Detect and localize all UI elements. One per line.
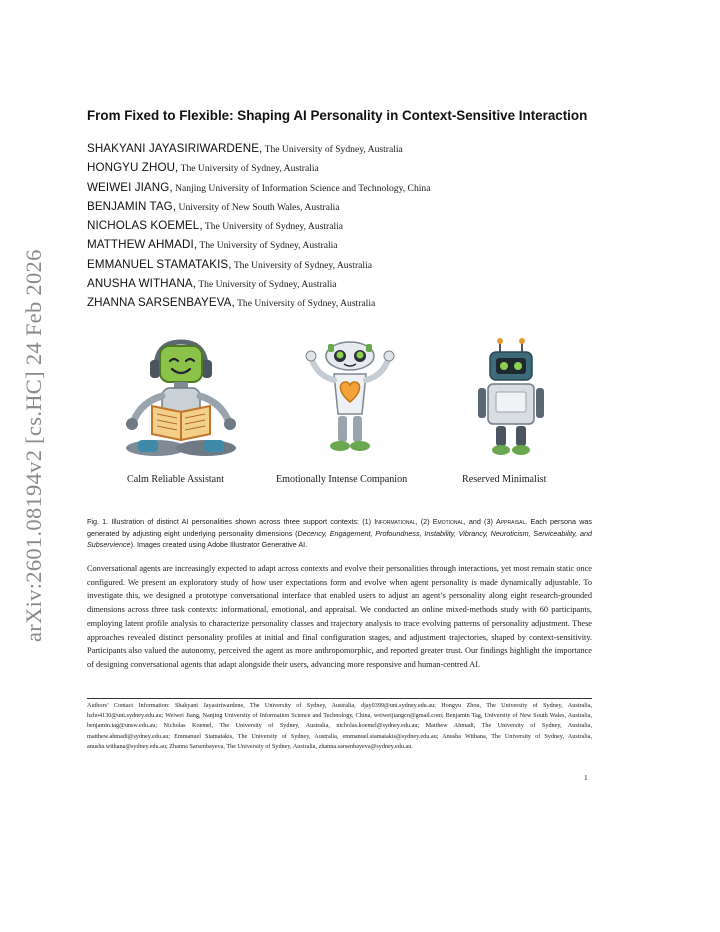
author-name: ZHANNA SARSENBAYEVA, [87,296,235,309]
reading-robot-icon [108,336,258,462]
author-name: NICHOLAS KOEMEL, [87,219,203,232]
abstract: Conversational agents are increasingly expected to adapt across contexts and evolve their personalities through interactions, yet most remain static once configured. We present an exploratory study of how user expectations form and evolve when agent personality is made dynamically adjustable. To investigate this, we designed a prototype conversational interface that enabled users to adjust an agent’s personality along eight research-grounded dimensions across three task contexts: informational, emotional, and appraisal. We conducted an online mixed-methods study with 60 participants, employing latent profile analysis to characterize personality classes and trajectory analysis to trace evolving patterns of personality adjustment. These approaches revealed distinct personality profiles at initial and final configuration stages, and adjustment trajectories, shaped by context-sensitivity. Participants also valued the autonomy, perceived the agent as more anthropomorphic, and reported greater trust. Our findings highlight the importance of designing conversational agents that adapt alongside their users, advancing more responsive and human-centred AI. [87,564,592,669]
author-affiliation: Nanjing University of Information Science and Technology, China [175,182,431,194]
persona-calm-reliable-assistant [108,336,258,462]
caption-context: Informational [374,517,416,526]
author-affiliation: The University of Sydney, Australia [264,144,403,155]
persona-label: Emotionally Intense Companion [276,474,408,485]
author-name: BENJAMIN TAG, [87,199,177,213]
author-affiliation: The University of Sydney, Australia [237,298,376,309]
author-contact-info: Authors’ Contact Information: Shakyani Jayasiriwardene, The University of Sydney, Australia, djay0399@uni.sydney.edu.au; Hongyu Zhou, The University of Sydney, Australia, hzho4130@uni.sydney.edu.au; Weiwei Jiang, Nanjing University of Information Science and Technology, China, weiweijiangcn@gmail.com; Benjamin Tag, University of New South Wales, Australia, benjamin.tag@unsw.edu.au; Nicholas Koemel, The University of Sydney, Australia, nicholas.koemel@sydney.edu.au; Matthew Ahmadi, The University of Sydney, Australia, matthew.ahmadi@sydney.edu.au; Emmanuel Stamatakis, The University of Sydney, Australia, emmanuel.stamatakis@sydney.edu.au; Anusha Withana, The University of Sydney, Australia, anusha.withana@sydney.edu.au; Zhanna Sarsenbayeva, The University of Sydney, Australia, zhanna.sarsenbayeva@sydney.edu.au. [87,702,592,750]
caption-text: . Each persona was generated by adjusting eight underlying personality dimensions ( [87,517,592,538]
author-affiliation: The University of Sydney, Australia [180,163,319,175]
author-name: ANUSHA WITHANA, [87,276,197,290]
arxiv-identifier[interactable]: arXiv:2601.08194v2 [cs.HC] 24 Feb 2026 [21,249,46,642]
persona-label: Calm Reliable Assistant [127,474,225,485]
persona-reserved-minimalist [474,336,548,462]
caption-text: ). Images created using Adobe Illustrator Generative AI. [130,540,308,549]
caption-text: Fig. 1. Illustration of distinct AI personalities shown across three support contexts: (1) [87,517,375,526]
boxy-robot-icon [474,336,548,462]
author-entry [87,293,647,312]
caption-text: , and (3) [463,517,497,526]
author-list [87,139,647,312]
author-affiliation: The University of Sydney, Australia [198,278,337,290]
author-entry [87,216,647,235]
paper-title: From Fixed to Flexible: Shaping AI Personality in Context-Sensitive Interaction [87,108,588,123]
author-name: MATTHEW AHMADI, [87,238,198,252]
author-entry [87,255,647,274]
persona-label: Reserved Minimalist [462,474,547,485]
author-name: EMMANUEL STAMATAKIS, [87,257,232,271]
author-affiliation: The University of Sydney, Australia [233,259,373,271]
author-entry [87,158,647,177]
figure-caption [87,516,592,551]
caption-context: Appraisal [496,517,526,526]
author-affiliation: The University of Sydney, Australia [199,240,338,252]
caption-context: Emotional [432,517,464,526]
author-entry [87,178,647,197]
footnote-rule [87,698,592,699]
caption-text: , (2) [415,517,433,526]
author-name: SHAKYANI JAYASIRIWARDENE, [87,142,263,155]
author-entry [87,235,647,254]
author-name: HONGYU ZHOU, [87,161,179,175]
persona-figure [100,336,620,486]
author-name: WEIWEI JIANG, [87,180,173,194]
author-entry [87,197,647,216]
persona-emotionally-intense-companion [300,336,400,462]
author-affiliation: University of New South Wales, Australia [178,201,340,213]
author-affiliation: The University of Sydney, Australia [204,221,344,232]
caption-dimensions: Decency, Engagement, Profoundness, Instability, Vibrancy, Neuroticism, Serviceability, and Subservience [87,528,592,549]
author-entry [87,274,647,293]
author-entry [87,139,647,158]
heart-robot-icon [300,336,400,462]
page-number: 1 [584,773,588,782]
